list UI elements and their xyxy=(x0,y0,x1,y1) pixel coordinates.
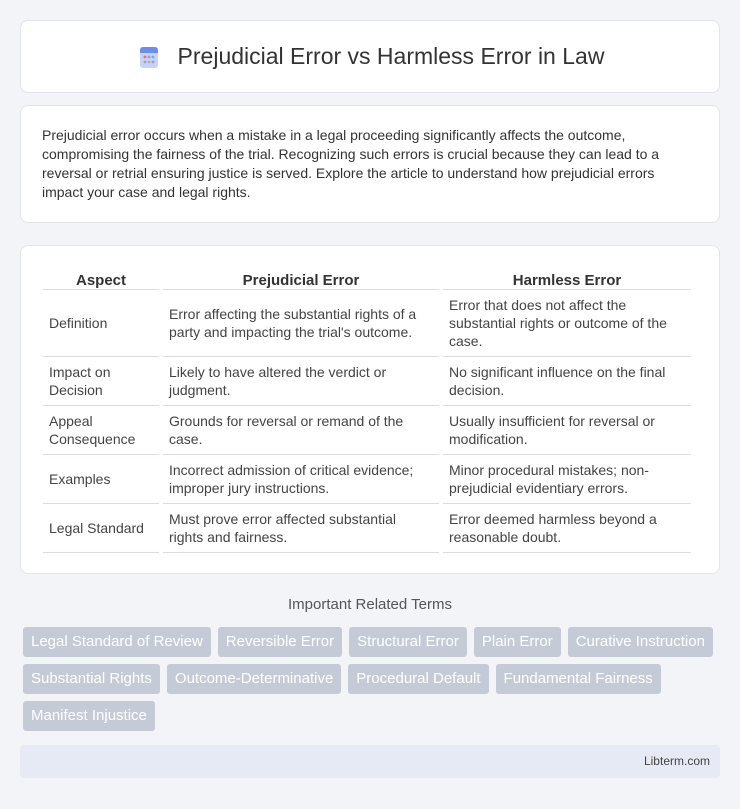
tag-procedural-default[interactable]: Procedural Default xyxy=(348,664,488,694)
cell-aspect: Legal Standard xyxy=(43,504,159,553)
related-terms-tags xyxy=(23,627,723,738)
tag-outcome-determinative[interactable]: Outcome-Determinative xyxy=(167,664,341,694)
cell-harmless: Error deemed harmless beyond a reasonable doubt. xyxy=(443,504,691,553)
related-terms-title: Important Related Terms xyxy=(288,596,452,613)
comparison-card xyxy=(20,245,720,574)
cell-harmless: Error that does not affect the substantial rights or outcome of the case. xyxy=(443,290,691,357)
column-header-aspect: Aspect xyxy=(43,266,159,290)
page-title: Prejudicial Error vs Harmless Error in Law xyxy=(177,43,605,69)
table-row xyxy=(43,406,691,455)
cell-prejudicial: Grounds for reversal or remand of the case. xyxy=(163,406,439,455)
cell-prejudicial: Incorrect admission of critical evidence; improper jury instructions. xyxy=(163,455,439,504)
cell-harmless: Minor procedural mistakes; non-prejudicial evidentiary errors. xyxy=(443,455,691,504)
tag-plain-error[interactable]: Plain Error xyxy=(474,627,561,657)
cell-harmless: Usually insufficient for reversal or modification. xyxy=(443,406,691,455)
cell-harmless: No significant influence on the final decision. xyxy=(443,357,691,406)
tag-manifest-injustice[interactable]: Manifest Injustice xyxy=(23,701,155,731)
intro-card xyxy=(20,105,720,223)
intro-text: Prejudicial error occurs when a mistake in a legal proceeding significantly affects the outcome, compromising the fairness of the trial. Recognizing such errors is crucial because they can lead to a reversal or retrial ensuring justice is served. Explore the article to understand how prejudicial errors impact your case and legal rights. xyxy=(42,127,660,200)
column-header-prejudicial: Prejudicial Error xyxy=(163,266,439,290)
document-icon xyxy=(136,44,162,70)
table-row xyxy=(43,504,691,553)
column-header-harmless: Harmless Error xyxy=(443,266,691,290)
tag-substantial-rights[interactable]: Substantial Rights xyxy=(23,664,160,694)
table-header-row xyxy=(43,266,691,290)
table-row xyxy=(43,455,691,504)
cell-prejudicial: Error affecting the substantial rights of a party and impacting the trial's outcome. xyxy=(163,290,439,357)
cell-aspect: Examples xyxy=(43,455,159,504)
cell-prejudicial: Likely to have altered the verdict or judgment. xyxy=(163,357,439,406)
tag-legal-standard-of-review[interactable]: Legal Standard of Review xyxy=(23,627,211,657)
cell-aspect: Impact on Decision xyxy=(43,357,159,406)
tag-fundamental-fairness[interactable]: Fundamental Fairness xyxy=(496,664,661,694)
comparison-table xyxy=(39,266,695,553)
cell-aspect: Appeal Consequence xyxy=(43,406,159,455)
title-card xyxy=(20,20,720,93)
table-row xyxy=(43,357,691,406)
cell-prejudicial: Must prove error affected substantial rights and fairness. xyxy=(163,504,439,553)
cell-aspect: Definition xyxy=(43,290,159,357)
tag-curative-instruction[interactable]: Curative Instruction xyxy=(568,627,713,657)
footer xyxy=(20,745,720,778)
table-row xyxy=(43,290,691,357)
tag-structural-error[interactable]: Structural Error xyxy=(349,627,467,657)
tag-reversible-error[interactable]: Reversible Error xyxy=(218,627,342,657)
footer-site-link[interactable]: Libterm.com xyxy=(643,754,710,768)
